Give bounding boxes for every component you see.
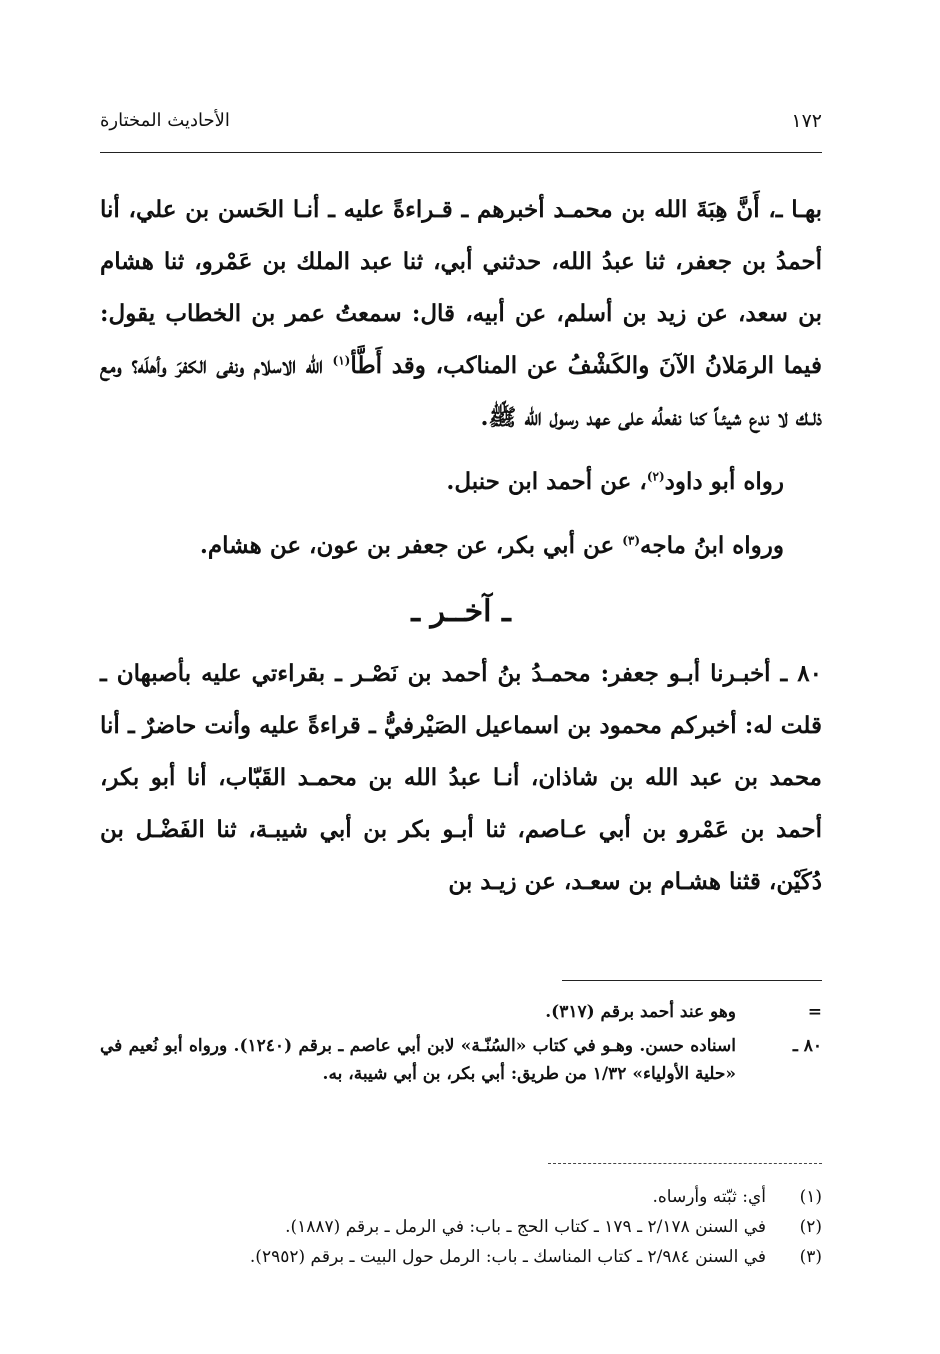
narration-abu-dawud-b: ، عن أحمد ابن حنبل. xyxy=(446,468,647,495)
note-mark: = xyxy=(807,1002,822,1022)
narration-ibn-majah-a: ورواه ابنُ ماجه xyxy=(640,532,784,559)
page-number: ١٧٢ xyxy=(791,110,822,132)
section-heading: ـ آخــر ـ xyxy=(411,594,511,629)
note-text: اسناده حسن. وهـو في كتاب «السُنّـة» لابن أبي عاصم ـ برقم (١٢٤٠). ورواه أبو نُعيم في «حلية الأولياء» ١/٣٢ من طريق: أبي بكر، بن أبي شيبة، به. xyxy=(100,1036,736,1084)
commentary-notes xyxy=(100,998,822,1094)
footnote-item xyxy=(100,1182,822,1212)
footnote-ref-1: (١) xyxy=(332,353,351,368)
hadith-paragraph-1 xyxy=(100,184,822,444)
note-mark: ٨٠ ـ xyxy=(792,1036,822,1056)
footnote-text: في السنن ٢/٩٨٤ ـ كتاب المناسك ـ باب: الرمل حول البيت ـ برقم (٢٩٥٢). xyxy=(249,1247,766,1267)
footnote-mark: (١) xyxy=(799,1187,822,1207)
footnote-ref-3: (٣) xyxy=(622,533,641,548)
book-title: الأحاديث المختارة xyxy=(100,110,230,131)
note-item xyxy=(100,1032,822,1088)
footnotes xyxy=(100,1182,822,1272)
narration-ibn-majah-b: عن أبي بكر، عن جعفر بن عون، عن هشام. xyxy=(199,532,623,559)
hadith-text-1: بهـا ـ، أَنَّ هِبَةَ الله بن محمـد أخبرهم ـ قـراءةً عليه ـ أنـا الحَسن بن علي، أنا أحمدُ بن جعفر، ثنا عبدُ الله، حدثني أبي، ثنا عبد الملك بن عَمْرو، ثنا هشام بن سعد، عن زيد بن أسلم، عن أبيه، قال: سمعتُ عمر بن الخطاب يقول: فيما الرمَلانُ الآنَ والكَشْفُ عن المناكب، وقد أَطَّأ xyxy=(100,196,822,379)
footnotes-divider xyxy=(548,1163,822,1164)
narration-abu-dawud xyxy=(100,456,822,508)
hadith-text-1-cont: الله الاسلام ونفى الكفرَ وأهلَه؟ ومع ذلـك لا ندع شيئـاً كنا نفعلُه على عهد رسول الله ﷺ. xyxy=(100,352,822,431)
note-text: وهو عند أحمد برقم (٣١٧). xyxy=(545,1002,736,1022)
narration-ibn-majah xyxy=(100,520,822,572)
note-item xyxy=(100,998,822,1026)
main-text xyxy=(100,184,822,908)
header-divider xyxy=(100,152,822,153)
notes-divider xyxy=(562,980,822,981)
hadith-paragraph-80: ٨٠ ـ أخبـرنا أبـو جعفر: محمـدُ بنُ أحمد بن نَصْـر ـ بقراءتي عليه بأصبهان ـ قلت له: أخبركم محمود بن اسماعيل الصَيْرفيُّ ـ قراءةً عليه وأنت حاضرٌ ـ أنا محمد بن عبد الله بن شاذان، أنـا عبدُ الله بن محمـد القَبّاب، أنا أبو بكر، أحمد بن عَمْرو بن أبي عـاصم، ثنا أبـو بكر بن أبي شيبـة، ثنا الفَضْـل بن دُكَيْن، قثنا هشـام بن سعـد، عن زيـد بن xyxy=(100,660,822,895)
footnote-ref-2: (٢) xyxy=(646,469,665,484)
footnote-text: أي: ثبّته وأرساه. xyxy=(652,1187,766,1207)
footnote-mark: (٢) xyxy=(799,1217,822,1237)
running-header xyxy=(100,108,822,138)
footnote-item xyxy=(100,1242,822,1272)
narration-abu-dawud-a: رواه أبو داود xyxy=(664,468,784,495)
footnote-text: في السنن ٢/١٧٨ ـ ١٧٩ ـ كتاب الحج ـ باب: في الرمل ـ برقم (١٨٨٧). xyxy=(285,1217,766,1237)
footnote-item xyxy=(100,1212,822,1242)
footnote-mark: (٣) xyxy=(799,1247,822,1267)
